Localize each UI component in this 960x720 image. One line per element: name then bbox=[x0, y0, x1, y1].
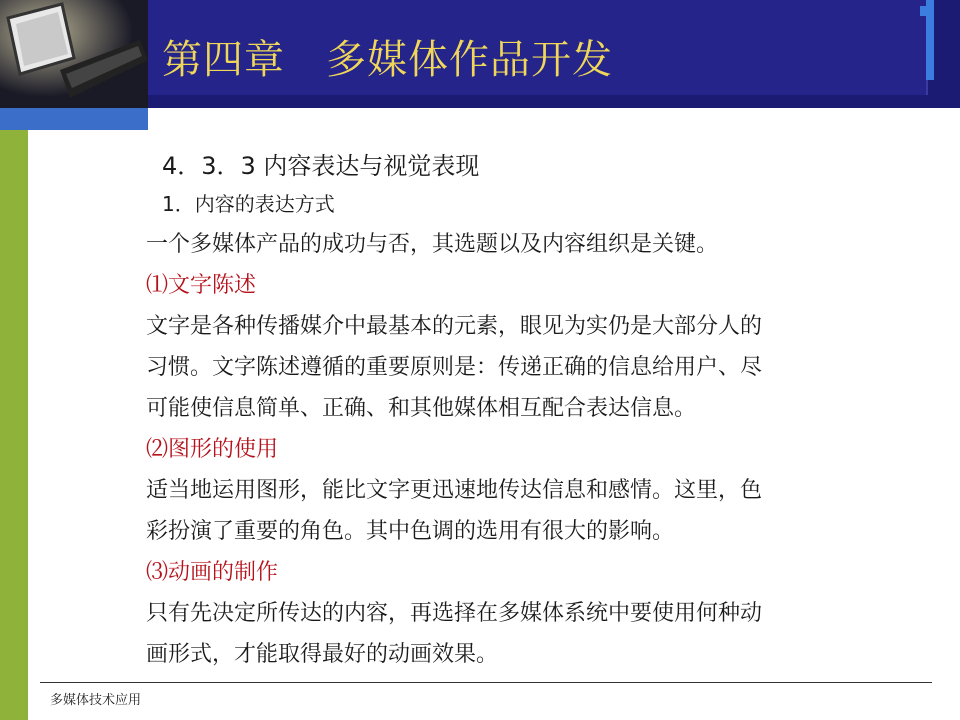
slide-title: 第四章 多媒体作品开发 bbox=[162, 37, 613, 83]
item-text-line: 文字是各种传播媒介中最基本的元素，眼见为实仍是大部分人的 bbox=[146, 314, 763, 339]
side-blue-block bbox=[0, 108, 148, 130]
item-label: ⑵图形的使用 bbox=[146, 437, 279, 462]
intro-text: 一个多媒体产品的成功与否，其选题以及内容组织是关键。 bbox=[146, 232, 719, 257]
side-green-strip bbox=[0, 108, 28, 720]
item-text-line: 彩扮演了重要的角色。其中色调的选用有很大的影响。 bbox=[146, 519, 675, 544]
intro-paragraph bbox=[146, 224, 916, 675]
computer-photo bbox=[0, 0, 148, 108]
accent-square bbox=[920, 6, 930, 16]
item-text-line: 可能使信息简单、正确、和其他媒体相互配合表达信息。 bbox=[146, 396, 697, 421]
section-heading: 4．3．3 内容表达与视觉表现 bbox=[162, 152, 480, 180]
item-label: ⑶动画的制作 bbox=[146, 560, 279, 585]
footer-divider bbox=[40, 682, 932, 683]
monitor-icon bbox=[0, 0, 148, 108]
item-text-line: 只有先决定所传达的内容，再选择在多媒体系统中要使用何种动 bbox=[146, 601, 763, 626]
item-text-line: 画形式，才能取得最好的动画效果。 bbox=[146, 642, 499, 667]
sub-heading: 1．内容的表达方式 bbox=[162, 192, 335, 216]
item-text-line: 适当地运用图形，能比文字更迅速地传达信息和感情。这里，色 bbox=[146, 478, 763, 503]
item-label: ⑴文字陈述 bbox=[146, 273, 257, 298]
item-text-line: 习惯。文字陈述遵循的重要原则是：传递正确的信息给用户、尽 bbox=[146, 355, 763, 380]
footer-text: 多媒体技术应用 bbox=[50, 693, 142, 708]
